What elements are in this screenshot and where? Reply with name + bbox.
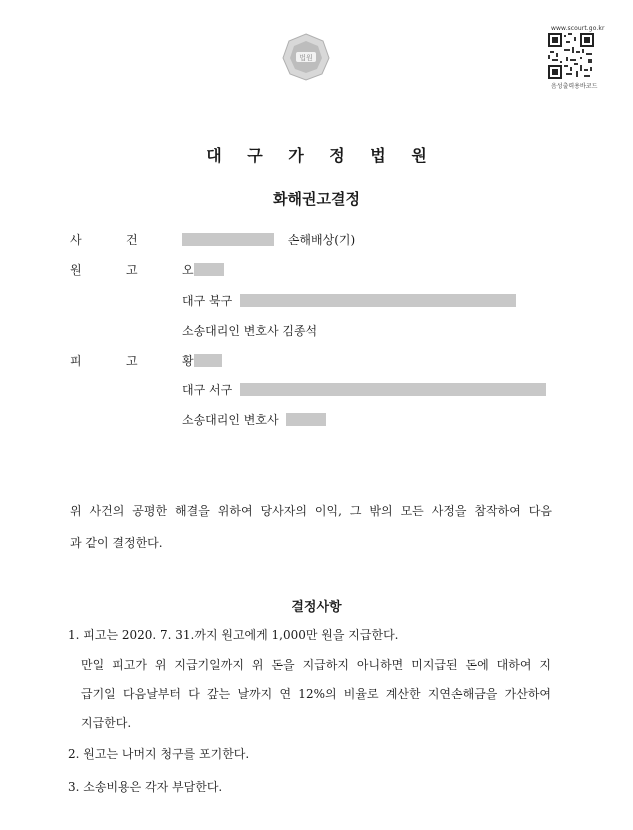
redacted-defendant-counsel	[286, 413, 326, 426]
defendant-name-initial: 황	[182, 354, 194, 368]
redacted-plaintiff-name	[194, 263, 224, 276]
defendant-counsel-prefix: 소송대리인 변호사	[182, 413, 279, 427]
case-label-1: 사	[70, 233, 82, 247]
redacted-defendant-name	[194, 354, 222, 367]
defendant-name	[182, 353, 222, 369]
case-label-2: 건	[126, 233, 138, 247]
decision-item-1-cont-2-text: 급기일 다음날부터 다 갚는 날까지 연 12%의 비율로 계산한 지연손해금을 가산하여	[81, 687, 551, 701]
plaintiff-label-2: 고	[126, 263, 138, 277]
decision-item-1: 1. 피고는 2020. 7. 31.까지 원고에게 1,000만 원을 지급한다.	[68, 628, 399, 642]
redacted-plaintiff-address	[240, 294, 516, 307]
plaintiff-address-prefix: 대구 북구	[182, 294, 233, 308]
redacted-case-number	[182, 233, 274, 246]
intro-paragraph	[70, 503, 552, 519]
decision-item-1-cont-1-text: 만일 피고가 위 지급기일까지 위 돈을 지급하지 아니하면 미지급된 돈에 대하여 지	[81, 658, 551, 672]
qr-code-icon	[548, 33, 594, 79]
defendant-label-1: 피	[70, 354, 82, 368]
redacted-defendant-address	[240, 383, 546, 396]
plaintiff-name-initial: 오	[182, 263, 194, 277]
qr-caption: 음성출력용바코드	[551, 83, 598, 90]
defendant-label-2: 고	[126, 354, 138, 368]
decision-item-2: 2. 원고는 나머지 청구를 포기한다.	[68, 747, 250, 761]
decision-item-1-cont-1	[81, 657, 551, 673]
intro-line-2: 과 같이 결정한다.	[70, 536, 163, 550]
defendant-counsel	[182, 412, 326, 428]
qr-url-text: www.scourt.go.kr	[551, 25, 605, 32]
decision-title: 결정사항	[291, 600, 342, 615]
decision-item-3: 3. 소송비용은 각자 부담한다.	[68, 780, 223, 794]
plaintiff-label-1: 원	[70, 263, 82, 277]
svg-text:법원: 법원	[299, 54, 313, 62]
decision-item-1-cont-3: 지급한다.	[81, 716, 132, 730]
plaintiff-counsel: 소송대리인 변호사 김종석	[182, 324, 318, 338]
court-emblem-icon	[281, 32, 331, 82]
plaintiff-name	[182, 262, 224, 278]
intro-line-1: 위 사건의 공평한 해결을 위하여 당사자의 이익, 그 밖의 모든 사정을 참작하여 다음	[70, 504, 552, 518]
document-title: 화해권고결정	[273, 190, 360, 208]
plaintiff-address	[182, 293, 516, 309]
case-value	[182, 232, 355, 248]
defendant-address-prefix: 대구 서구	[182, 383, 233, 397]
defendant-address	[182, 382, 546, 398]
case-name: 손해배상(기)	[287, 233, 356, 247]
decision-item-1-cont-2	[81, 686, 551, 702]
court-name: 대 구 가 정 법 원	[206, 146, 437, 165]
